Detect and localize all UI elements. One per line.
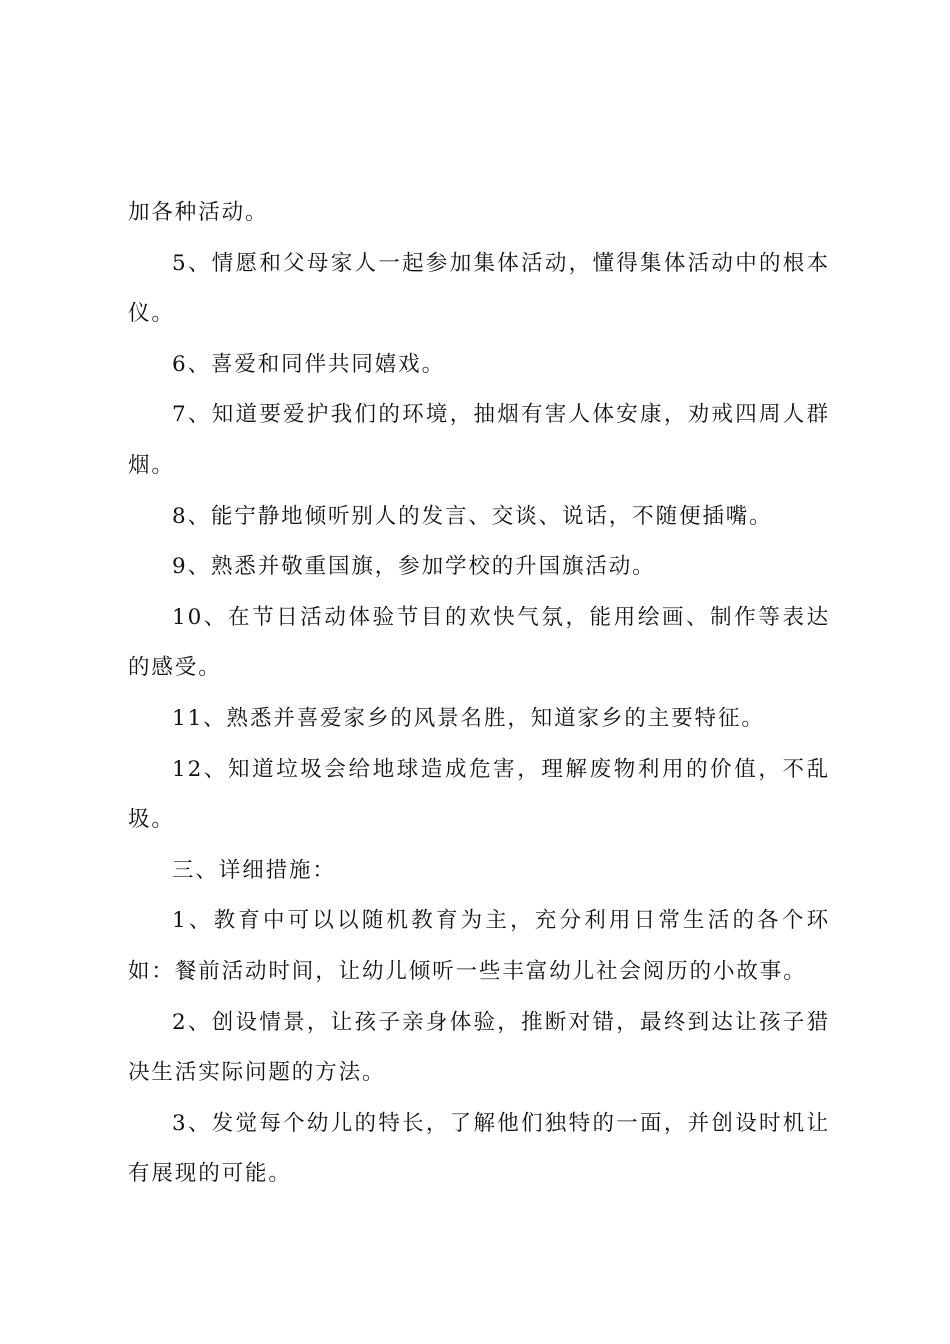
paragraph-line: 的感受。: [128, 655, 222, 681]
paragraph-line: 有展现的可能。: [128, 1161, 292, 1187]
paragraph-line: 烟。: [128, 452, 175, 478]
section-heading: 三、详细措施：: [172, 857, 336, 883]
paragraph-line: 7、知道要爱护我们的环境，抽烟有害人体安康，劝戒四周人群: [172, 402, 830, 428]
paragraph-line: 圾。: [128, 807, 175, 833]
paragraph-line: 1、教育中可以以随机教育为主，充分利用日常生活的各个环: [172, 908, 830, 934]
paragraph-line: 加各种活动。: [128, 200, 269, 225]
paragraph-line: 仪。: [128, 301, 175, 327]
document-body: [128, 188, 830, 1200]
paragraph-line: 10、在节日活动体验节目的欢快气氛，能用绘画、制作等表达: [172, 604, 830, 630]
paragraph-line: 9、熟悉并敬重国旗，参加学校的升国旗活动。: [172, 554, 656, 580]
paragraph-line: 6、喜爱和同伴共同嬉戏。: [172, 351, 445, 377]
paragraph-line: 决生活实际问题的方法。: [128, 1060, 386, 1086]
paragraph-line: 3、发觉每个幼儿的特长，了解他们独特的一面，并创设时机让: [172, 1110, 830, 1136]
paragraph-line: 8、能宁静地倾听别人的发言、交谈、说话，不随便插嘴。: [172, 503, 773, 529]
paragraph-line: 5、情愿和父母家人一起参加集体活动，懂得集体活动中的根本: [172, 250, 830, 276]
paragraph-line: 11、熟悉并喜爱家乡的风景名胜，知道家乡的主要特征。: [172, 705, 765, 731]
paragraph-line: 如：餐前活动时间，让幼儿倾听一些丰富幼儿社会阅历的小故事。: [128, 958, 807, 984]
paragraph-line: 2、创设情景，让孩子亲身体验，推断对错，最终到达让孩子猎: [172, 1009, 830, 1035]
paragraph-line: 12、知道垃圾会给地球造成危害，理解废物利用的价值，不乱: [172, 756, 830, 782]
